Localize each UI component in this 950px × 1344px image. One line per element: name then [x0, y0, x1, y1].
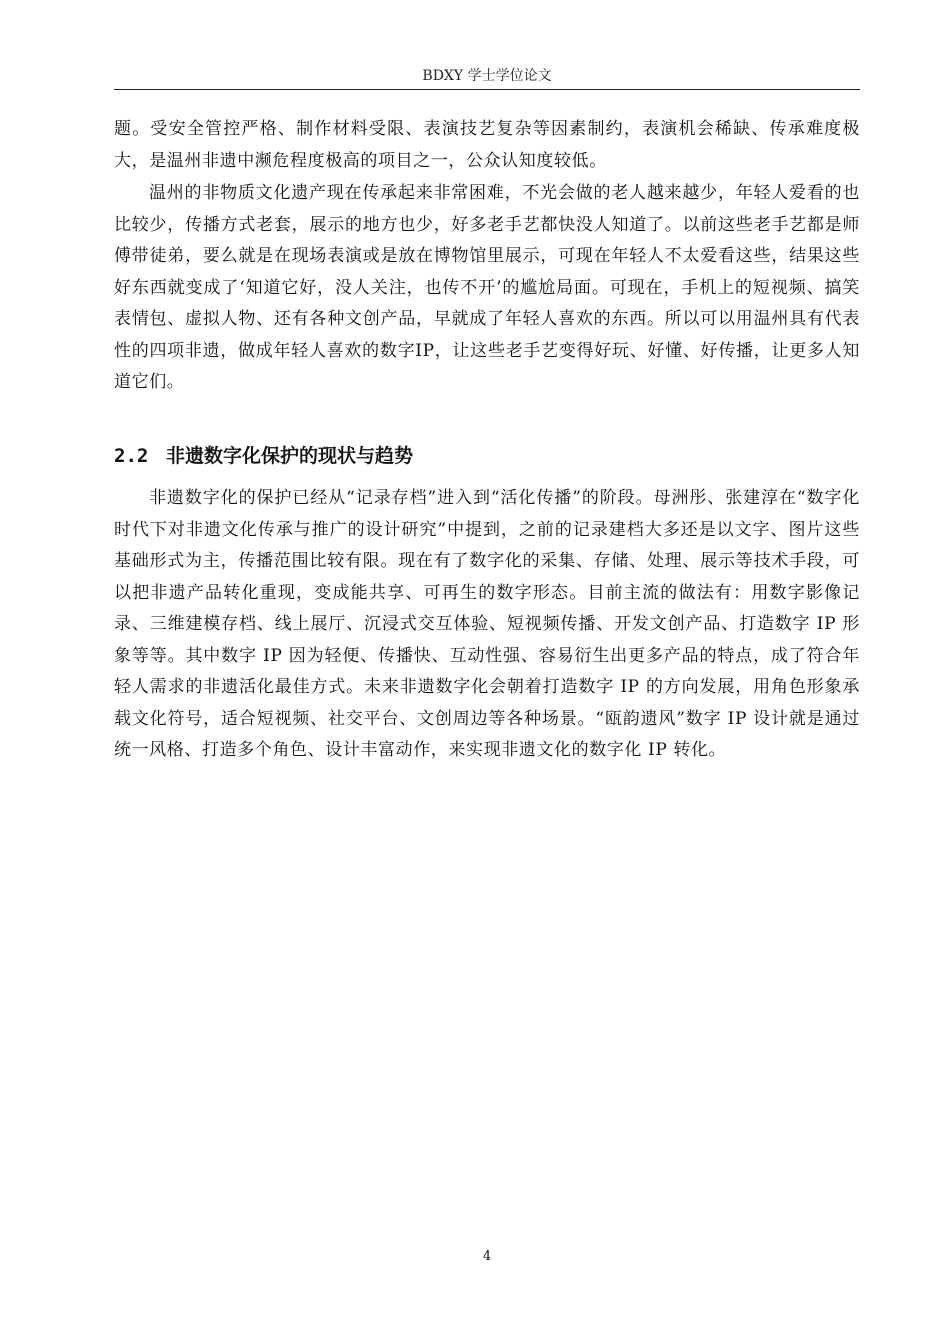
header-divider: [114, 89, 860, 90]
paragraph-digitalization-status: 非遗数字化的保护已经从“记录存档”进入到“活化传播”的阶段。母洲彤、张建淳在“数字化时代下对非遗文化传承与推广的设计研究”中提到，之前的记录建档大多还是以文字、图片这些基础形式为主，传播范围比较有限。现在有了数字化的采集、存储、处理、展示等技术手段，可以把非遗产品转化重现，变成能共享、可再生的数字形态。目前主流的做法有：用数字影像记录、三维建模存档、线上展厅、沉浸式交互体验、短视频传播、开发文创产品、打造数字 IP 形象等等。其中数字 IP 因为轻便、传播快、互动性强、容易衍生出更多产品的特点，成了符合年轻人需求的非遗活化最佳方式。未来非遗数字化会朝着打造数字 IP 的方向发展，用角色形象承载文化符号，适合短视频、社交平台、文创周边等各种场景。“瓯韵遗风”数字 IP 设计就是通过统一风格、打造多个角色、设计丰富动作，来实现非遗文化的数字化 IP 转化。: [114, 488, 860, 760]
page-number: 4: [482, 1249, 492, 1264]
section-heading: [114, 442, 860, 470]
paragraph-continuation: 题。受安全管控严格、制作材料受限、表演技艺复杂等因素制约，表演机会稀缺、传承难度极大，是温州非遗中濒危程度极高的项目之一，公众认知度较低。: [114, 119, 860, 171]
running-header: BDXY 学士学位论文: [422, 68, 552, 84]
section-title: 非遗数字化保护的现状与趋势: [166, 445, 414, 467]
section-number: 2.2: [114, 445, 149, 467]
paragraph-heritage-difficulty: 温州的非物质文化遗产现在传承起来非常困难，不光会做的老人越来越少，年轻人爱看的也比较少，传播方式老套，展示的地方也少，好多老手艺都快没人知道了。以前这些老手艺都是师傅带徒弟，要么就是在现场表演或是放在博物馆里展示，可现在年轻人不太爱看这些，结果这些好东西就变成了‘知道它好，没人关注，也传不开’的尴尬局面。可现在，手机上的短视频、搞笑表情包、虚拟人物、还有各种文创产品，早就成了年轻人喜欢的东西。所以可以用温州具有代表性的四项非遗，做成年轻人喜欢的数字IP，让这些老手艺变得好玩、好懂、好传播，让更多人知道它们。: [114, 183, 860, 392]
